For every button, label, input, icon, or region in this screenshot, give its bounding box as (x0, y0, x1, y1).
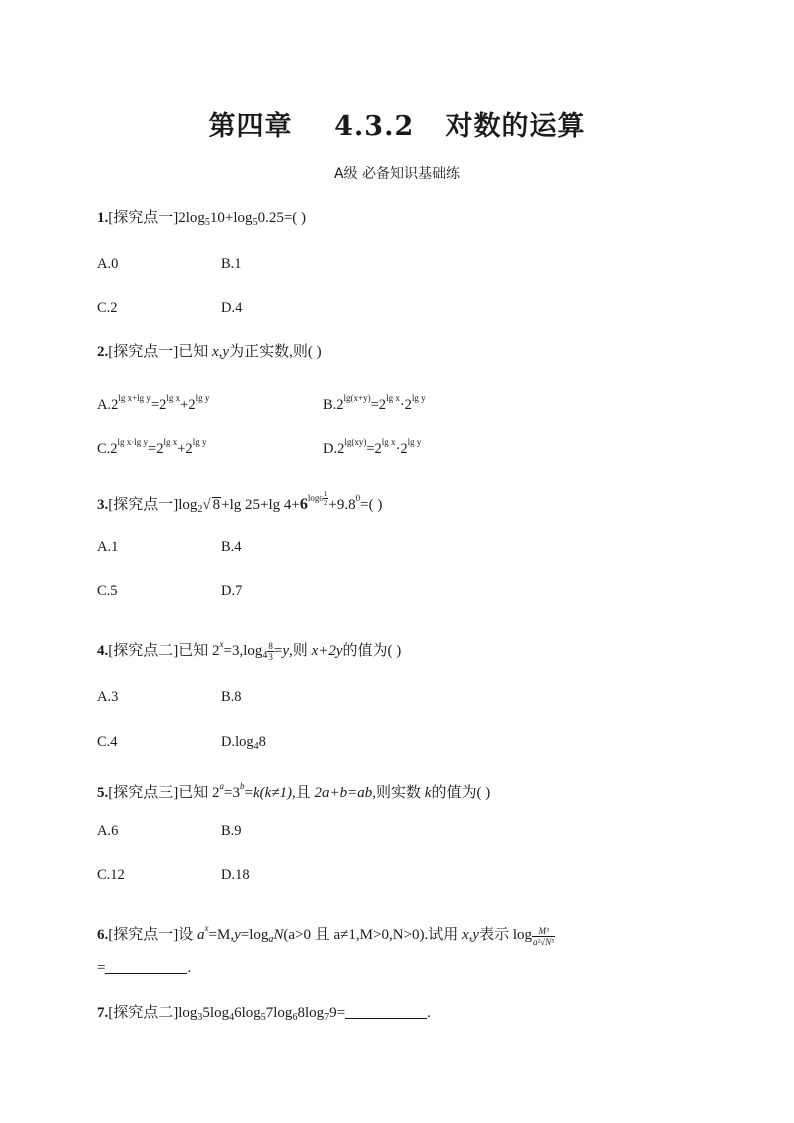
question-tag: [探究点一] (108, 210, 179, 226)
question-number: 2. (97, 344, 109, 360)
question-number: 5. (97, 785, 109, 801)
stem-text: 的值为( ) (342, 643, 402, 659)
stem-text: 的值为( ) (431, 785, 491, 801)
stem-text: ,且 (292, 785, 315, 801)
question-tag: [探究点一] (108, 927, 179, 943)
equals-base: =2 (150, 397, 167, 413)
operator-base: ·2 (399, 397, 412, 413)
expression: x+2y (311, 643, 343, 659)
log-base: 3 (197, 1012, 203, 1023)
question-number: 1. (97, 210, 109, 226)
stem-text: ,则 (289, 643, 312, 659)
log-base: 5 (252, 217, 258, 228)
option-a[interactable]: A.3 (97, 689, 119, 705)
option-b[interactable]: B.8 (221, 689, 242, 705)
power-base: 2 (336, 397, 344, 413)
answer-blank[interactable] (105, 959, 187, 974)
stem-text: 为正实数,则( ) (229, 344, 322, 360)
question-tag: [探究点二] (108, 1005, 179, 1021)
exponent: lg(xy) (344, 437, 367, 447)
stem-text: +lg 25+lg 4+ (221, 497, 300, 513)
exponent: lg x·lg y (117, 437, 149, 447)
exponent (307, 490, 329, 508)
option-label: A. (97, 397, 112, 413)
stem-text: = (273, 643, 283, 659)
log-base: 5 (204, 217, 210, 228)
question-6-answer-line (97, 958, 191, 978)
fraction-denominator: 2 (323, 499, 328, 508)
stem-text: =( ) (360, 497, 383, 513)
answer-blank[interactable] (345, 1004, 427, 1019)
equals-base: =2 (370, 397, 387, 413)
fraction-denominator: 3 (268, 652, 273, 663)
option-d[interactable]: D.4 (221, 300, 243, 316)
power-base: 2 (110, 441, 118, 457)
exponent-log-base: 6 (319, 495, 323, 503)
option-a[interactable] (97, 388, 209, 415)
section-number: 4.3.2 (334, 111, 415, 142)
option-d[interactable]: D.7 (221, 583, 243, 599)
level-subtitle: A级 必备知识基础练 (333, 166, 461, 182)
variable: N (273, 927, 284, 943)
stem-text: 10+log (209, 210, 253, 226)
stem-text: +9.8 (328, 497, 356, 513)
option-b[interactable]: B.9 (221, 823, 242, 839)
operator-base: +2 (177, 441, 193, 457)
option-label: C. (97, 441, 111, 457)
exponent: 0 (355, 493, 361, 503)
exponent: b (239, 781, 245, 791)
stem-text: log (178, 1005, 198, 1021)
variable: y (282, 643, 290, 659)
fraction (532, 926, 555, 947)
stem-text: =3,log (223, 643, 263, 659)
variable: a (197, 927, 205, 943)
option-b[interactable]: B.4 (221, 539, 242, 555)
fraction-denominator: a²√N⁵ (532, 937, 555, 947)
option-label: D. (323, 441, 338, 457)
stem-text: = (97, 960, 106, 976)
stem-text: 设 (178, 927, 198, 943)
exponent: lg y (411, 393, 426, 403)
log-base: 4 (253, 741, 259, 752)
option-d[interactable] (221, 732, 266, 757)
question-6 (97, 918, 555, 950)
question-5 (97, 776, 490, 803)
exponent: lg x (163, 437, 178, 447)
question-4 (97, 634, 401, 666)
question-tag: [探究点二] (108, 643, 179, 659)
option-a[interactable]: A.6 (97, 823, 119, 839)
option-d[interactable] (323, 432, 421, 459)
option-text: D.log (221, 734, 254, 750)
option-c[interactable]: C.2 (97, 300, 118, 316)
exponent: a (219, 781, 225, 791)
question-3: 3.[探究点一]$\log_2√$ 8+lg 25+lg $4+6^{log6 \frac{1}{2}}$ $+9.8^0=$( ) (97, 490, 383, 515)
stem-text: . (187, 960, 192, 976)
log-base: 6 (292, 1012, 298, 1023)
question-7 (97, 1003, 431, 1028)
stem-text: =3 (224, 785, 240, 801)
stem-text: =M, (208, 927, 235, 943)
stem-text: 已知 (178, 344, 213, 360)
equals-base: =2 (366, 441, 382, 457)
log-base: 7 (324, 1012, 330, 1023)
exponent: x (219, 639, 224, 649)
question-number: 6. (97, 927, 109, 943)
stem-text: 已知 2 (178, 785, 220, 801)
option-text: 8 (258, 734, 266, 750)
stem-text: ,则实数 (372, 785, 425, 801)
option-c[interactable] (97, 432, 206, 459)
log-base: 5 (260, 1012, 266, 1023)
fraction-numerator: 1 (323, 490, 328, 499)
exponent: lg y (407, 437, 422, 447)
radicand: 8 (212, 497, 221, 513)
option-b[interactable]: B.1 (221, 256, 242, 272)
exponent: lg y (195, 393, 210, 403)
page-title (0, 104, 794, 143)
question-tag: [探究点三] (108, 785, 179, 801)
power-base: 2 (111, 397, 119, 413)
option-b[interactable] (323, 388, 426, 415)
operator-base: +2 (180, 397, 196, 413)
option-c[interactable]: C.5 (97, 583, 118, 599)
question-number: 4. (97, 643, 109, 659)
stem-text: 9= (329, 1005, 346, 1021)
stem-text: 表示 log (479, 927, 532, 943)
question-number: 7. (97, 1005, 109, 1021)
power-base: 2 (337, 441, 345, 457)
variable: x,y (461, 927, 480, 943)
stem-text: 5log (202, 1005, 230, 1021)
variable: x,y (212, 344, 230, 360)
question-number: 3. (97, 497, 109, 513)
power-base: 6 (299, 496, 308, 513)
variable: y (234, 927, 241, 943)
question-tag: [探究点一] (108, 344, 179, 360)
log-base: a (268, 934, 274, 945)
option-c[interactable]: C.12 (97, 867, 125, 883)
exponent: lg x+lg y (118, 393, 151, 403)
option-a[interactable]: A.0 (97, 256, 119, 272)
option-d[interactable]: D.18 (221, 867, 250, 883)
stem-text: =log (240, 927, 269, 943)
expression: k(k≠1) (252, 785, 292, 801)
stem-text: 已知 2 (178, 643, 220, 659)
stem-text: = (244, 785, 253, 801)
stem-text: 2log (178, 210, 205, 226)
option-a[interactable]: A.1 (97, 539, 119, 555)
exponent: x (204, 923, 209, 933)
question-1 (97, 208, 306, 233)
option-c[interactable]: C.4 (97, 734, 118, 750)
stem-text: . (427, 1005, 431, 1021)
exponent: lg x (166, 393, 181, 403)
chapter-label: 第四章 (208, 111, 293, 142)
operator-base: ·2 (395, 441, 408, 457)
option-label: B. (323, 397, 337, 413)
exponent: lg x (381, 437, 396, 447)
question-2 (97, 342, 322, 362)
stem-text: 8log (297, 1005, 325, 1021)
stem-text: 0.25=( ) (257, 210, 307, 226)
exponent: lg y (192, 437, 207, 447)
section-topic: 对数的运算 (445, 111, 586, 142)
stem-text: 6log (234, 1005, 261, 1021)
question-tag: [探究点一] (108, 497, 179, 513)
fraction-numerator: 8 (268, 641, 273, 652)
exponent: lg(x+y) (343, 393, 371, 403)
stem-text: 7log (265, 1005, 293, 1021)
stem-text: (a>0 且 a≠1,M>0,N>0).试用 (283, 927, 462, 943)
log-base: 4 (229, 1012, 235, 1023)
fraction-numerator: M³ (532, 926, 555, 937)
log-base: 4 (262, 650, 268, 661)
variable: k (424, 785, 432, 801)
expression: 2a+b=ab (314, 785, 373, 801)
equals-base: =2 (148, 441, 164, 457)
log-base: 2 (197, 504, 203, 515)
exponent-log: log (307, 493, 320, 503)
exponent: lg x (386, 393, 400, 403)
stem-text: log (178, 497, 198, 513)
